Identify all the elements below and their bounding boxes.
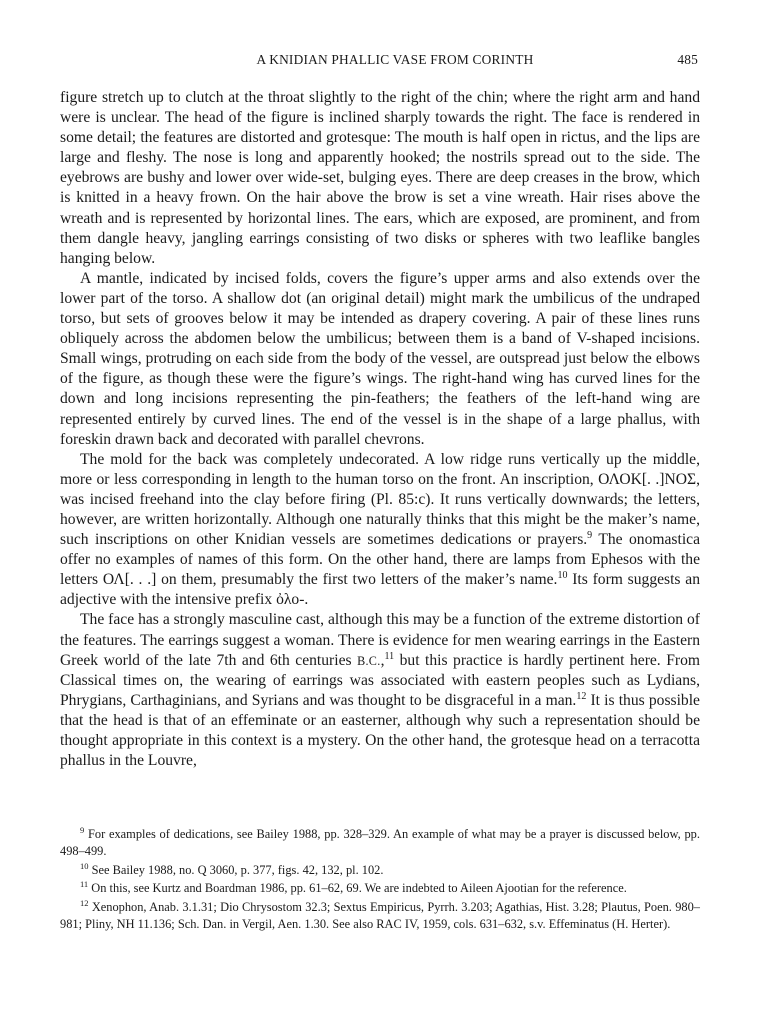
- page-number: 485: [677, 52, 698, 67]
- footnote-10: [60, 862, 700, 879]
- paragraph-4-text-c: but this practice is hardly pertinent here. From Classical times on, the wearing of earrings was associated with eastern peoples such as Lydians, Phrygians, Carthaginians, and Syrians and was thought to be disgraceful in a man.: [60, 651, 700, 709]
- footnote-11: [60, 880, 700, 897]
- paragraph-4: [60, 610, 700, 771]
- running-head: [60, 52, 700, 72]
- footnote-9: [60, 826, 700, 861]
- body-text: [60, 88, 700, 771]
- paragraph-4-text-d: It is thus possible that the head is that of an effeminate or an easterner, although why such a representation should be thought appropriate in this context is a mystery. On the other hand, the grotesque head on a terracotta phallus in the Louvre,: [60, 691, 700, 770]
- footnote-text: For examples of dedications, see Bailey 1988, pp. 328–329. An example of what may be a prayer is discussed below, pp. 498–499.: [60, 827, 700, 859]
- footnotes: [60, 826, 700, 934]
- paragraph-2: A mantle, indicated by incised folds, covers the figure’s upper arms and also extends over the lower part of the torso. A shallow dot (an original detail) might mark the umbilicus of the undraped torso, but sets of grooves below it may be intended as drapery covering. A pair of these lines runs obliquely across the abdomen below the umbilicus; between them is a band of V-shaped incisions. Small wings, protruding on each side from the body of the vessel, are outspread just below the elbows of the figure, as though these were the figure’s wings. The right-hand wing has curved lines for the down and long incisions representing the pin-feathers; the feathers of the left-hand wing are represented entirely by curved lines. The end of the vessel is in the shape of a large phallus, with foreskin drawn back and decorated with parallel chevrons.: [60, 269, 700, 448]
- footnote-number: 10: [80, 860, 89, 871]
- footnote-text: See Bailey 1988, no. Q 3060, p. 377, figs. 42, 132, pl. 102.: [91, 862, 384, 877]
- footnote-text: On this, see Kurtz and Boardman 1986, pp. 61–62, 69. We are indebted to Aileen Ajootian for the reference.: [91, 881, 627, 896]
- paragraph-4-text-a: The face has a strongly masculine cast, although this may be a function of the extreme distortion of the features. The earrings suggest a woman. There is evidence for men wearing earrings in the Eastern Greek world of the late 7th and 6th centuries: [60, 611, 700, 669]
- footnote-number: 11: [80, 879, 89, 890]
- paragraph-4-text-b: ,: [380, 651, 385, 669]
- paragraph-3-text-a: The mold for the back was completely undecorated. A low ridge runs vertically up the middle, more or less corresponding in length to the human torso on the front. An inscription, ΟΛΟΚ[. .]ΝΟΣ, was incised freehand into the clay before firing (Pl. 85:c). It runs vertically downwards; the letters, however, are written horizontally. Although one naturally thinks that this might be the maker’s name, such inscriptions on other Knidian vessels are sometimes dedications or prayers.: [60, 450, 700, 549]
- paragraph-3: [60, 450, 700, 611]
- footnote-ref-12[interactable]: 12: [576, 690, 587, 702]
- paragraph-3-text-b: The onomastica offer no examples of names of this form. On the other hand, there are lamps from Ephesos with the letters ΟΛ[. . .] on them, presumably the first two letters of the maker’s name.: [60, 531, 700, 589]
- running-title: A KNIDIAN PHALLIC VASE FROM CORINTH: [256, 52, 534, 67]
- paragraph-1: figure stretch up to clutch at the throat slightly to the right of the chin; where the right arm and hand were is unclear. The head of the figure is inclined sharply towards the right. The face is rendered in some detail; the features are distorted and grotesque: The mouth is half open in rictus, and the lips are large and fleshy. The nose is long and apparently hooked; the nostrils spread out to the side. The eyebrows are bushy and lower over wide-set, bulging eyes. There are deep creases in the brow, which is knitted in a heavy frown. On the hair above the brow is set a vine wreath. Hair rises above the wreath and is represented by horizontal lines. The ears, which are exposed, are prominent, and from them dangle heavy, jangling earrings consisting of two disks or spheres with two leaflike bangles hanging below.: [60, 89, 700, 267]
- era-abbreviation: B.C.: [357, 653, 381, 668]
- footnote-number: 9: [80, 825, 85, 835]
- footnote-ref-10[interactable]: 10: [557, 570, 568, 582]
- footnote-ref-9[interactable]: 9: [587, 530, 593, 542]
- page: [60, 52, 700, 771]
- footnote-12: [60, 899, 700, 934]
- footnote-ref-11[interactable]: 11: [384, 650, 395, 662]
- footnote-text: Xenophon, Anab. 3.1.31; Dio Chrysostom 32.3; Sextus Empiricus, Pyrrh. 3.203; Agathias, Hist. 3.28; Plautus, Poen. 980–981; Pliny, NH 11.136; Sch. Dan. in Vergil, Aen. 1.30. See also RAC IV, 1959, cols. 631–632, s.v. Effeminatus (H. Herter).: [60, 899, 700, 932]
- footnote-number: 12: [80, 897, 89, 908]
- paragraph-3-text-c: Its form suggests an adjective with the intensive prefix ὀλο-.: [60, 571, 700, 609]
